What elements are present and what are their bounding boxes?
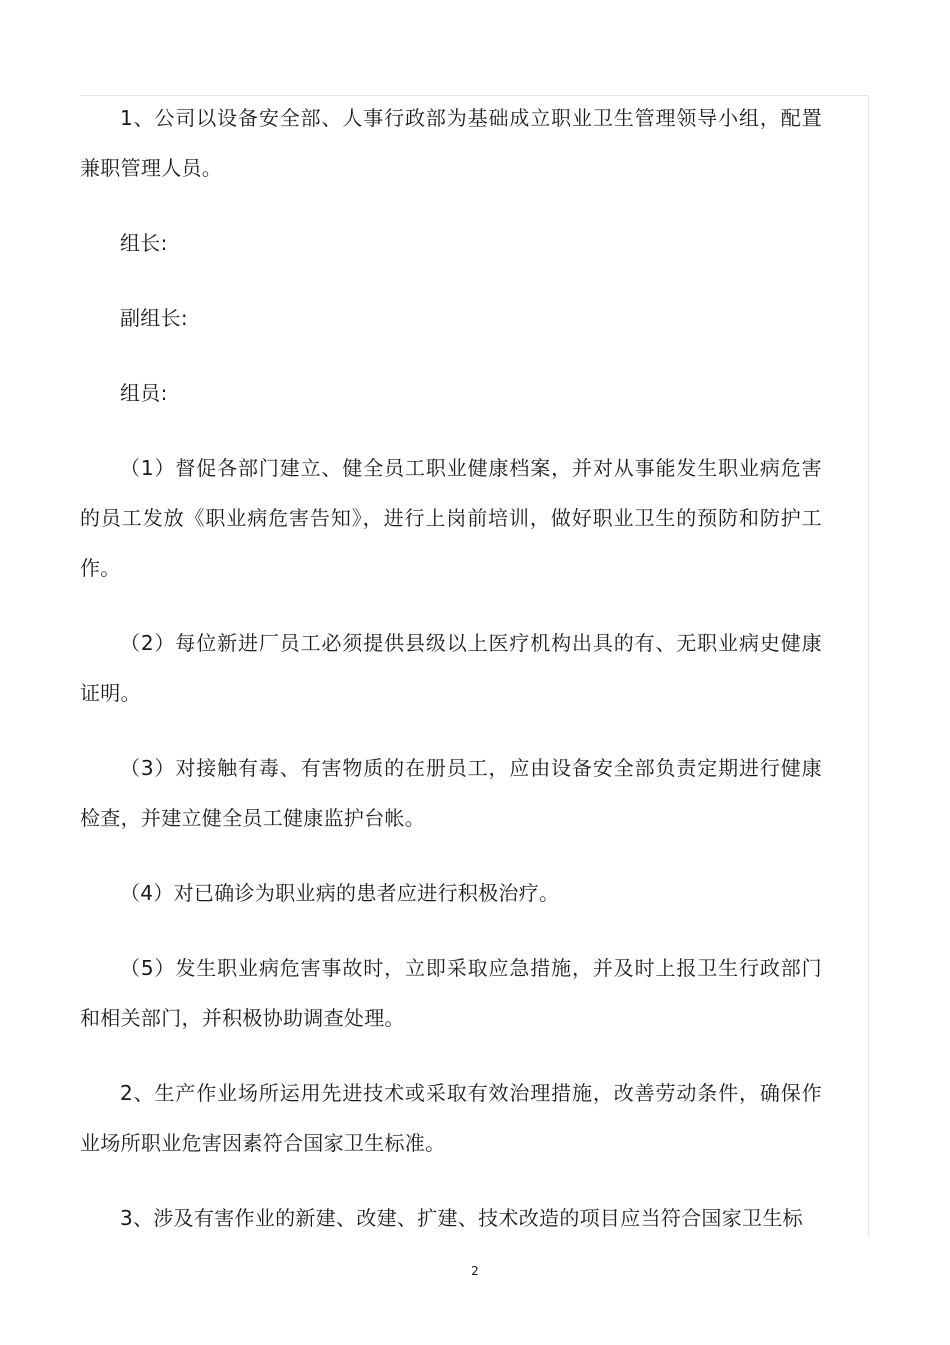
- paragraph-2: 2、生产作业场所运用先进技术或采取有效治理措施，改善劳动条件，确保作业场所职业危害因素符合国家卫生标准。: [80, 1081, 822, 1155]
- paragraph-item-2: （2）每位新进厂员工必须提供县级以上医疗机构出具的有、无职业病史健康证明。: [80, 631, 822, 705]
- paragraph-3: 3、涉及有害作业的新建、改建、扩建、技术改造的项目应当符合国家卫生标: [120, 1206, 803, 1230]
- paragraph-item-1: （1）督促各部门建立、健全员工职业健康档案，并对从事能发生职业病危害的员工发放《职业病危害告知》，进行上岗前培训，做好职业卫生的预防和防护工作。: [80, 456, 822, 580]
- paragraph-members: 组员:: [120, 381, 168, 405]
- page-number: 2: [471, 1264, 479, 1278]
- paragraph-deputy-leader: 副组长:: [120, 306, 188, 330]
- paragraph-item-5: （5）发生职业病危害事故时，立即采取应急措施，并及时上报卫生行政部门和相关部门，并积极协助调查处理。: [80, 956, 822, 1030]
- paragraph-1: 1、公司以设备安全部、人事行政部为基础成立职业卫生管理领导小组，配置兼职管理人员。: [80, 106, 822, 180]
- document-body: [80, 93, 822, 1243]
- paragraph-group-leader: 组长:: [120, 231, 168, 255]
- paragraph-item-3: （3）对接触有毒、有害物质的在册员工，应由设备安全部负责定期进行健康检查，并建立健全员工健康监护台帐。: [80, 756, 822, 830]
- paragraph-item-4: （4）对已确诊为职业病的患者应进行积极治疗。: [120, 881, 560, 905]
